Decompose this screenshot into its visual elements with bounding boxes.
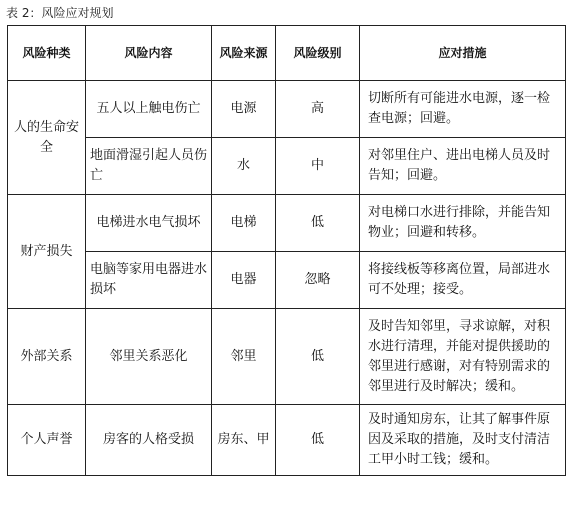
- content-cell: [86, 195, 212, 252]
- content-text: 电梯进水电气损坏: [96, 215, 201, 230]
- measure-cell: 对电梯口水进行排除，并能告知物业；回避和转移。: [360, 195, 566, 252]
- level-cell: 低: [276, 309, 360, 405]
- content-cell: [86, 405, 212, 476]
- category-cell: 个人声誉: [8, 405, 86, 476]
- measure-cell: 切断所有可能进水电源，逐一检查电源；回避。: [360, 81, 566, 138]
- header-source: 风险来源: [212, 26, 276, 81]
- header-content: 风险内容: [86, 26, 212, 81]
- content-text: 五人以上触电伤亡: [96, 101, 201, 116]
- content-cell: [86, 138, 212, 195]
- table-row: [8, 252, 566, 309]
- content-text: 邻里关系恶化: [109, 348, 188, 364]
- source-cell: 房东、甲: [212, 405, 276, 476]
- table-row: [8, 405, 566, 476]
- source-cell: 电梯: [212, 195, 276, 252]
- table-row: [8, 81, 566, 138]
- category-cell: 人的生命安全: [8, 81, 86, 195]
- level-cell: 低: [276, 195, 360, 252]
- source-cell: 水: [212, 138, 276, 195]
- content-cell: [86, 309, 212, 405]
- risk-response-table: [7, 25, 566, 476]
- level-cell: 中: [276, 138, 360, 195]
- header-category: 风险种类: [8, 26, 86, 81]
- table-row: [8, 195, 566, 252]
- measure-cell: 及时告知邻里，寻求谅解，对积水进行清理，并能对提供援助的邻里进行感谢，对有特别需求的邻里进行及时解决；缓和。: [360, 309, 566, 405]
- measure-cell: 将接线板等移离位置，局部进水可不处理；接受。: [360, 252, 566, 309]
- table-row: [8, 309, 566, 405]
- level-cell: 高: [276, 81, 360, 138]
- measure-cell: 及时通知房东，让其了解事件原因及采取的措施，及时支付清洁工甲小时工钱；缓和。: [360, 405, 566, 476]
- content-text: 地面滑湿引起人员伤亡: [90, 148, 208, 183]
- table-caption: 表 2：风险应对规划: [6, 6, 114, 20]
- content-text: 电脑等家用电器进水损坏: [90, 262, 208, 297]
- level-cell: 忽略: [276, 252, 360, 309]
- content-text: 房客的人格受损: [102, 432, 194, 447]
- source-cell: 电源: [212, 81, 276, 138]
- category-cell: 外部关系: [8, 309, 86, 405]
- header-level: 风险级别: [276, 26, 360, 81]
- content-cell: [86, 252, 212, 309]
- source-cell: 邻里: [212, 309, 276, 405]
- category-cell: 财产损失: [8, 195, 86, 309]
- content-cell: [86, 81, 212, 138]
- table-row: [8, 138, 566, 195]
- source-cell: 电器: [212, 252, 276, 309]
- level-cell: 低: [276, 405, 360, 476]
- measure-cell: 对邻里住户、进出电梯人员及时告知；回避。: [360, 138, 566, 195]
- header-row: [8, 26, 566, 81]
- header-measure: 应对措施: [360, 26, 566, 81]
